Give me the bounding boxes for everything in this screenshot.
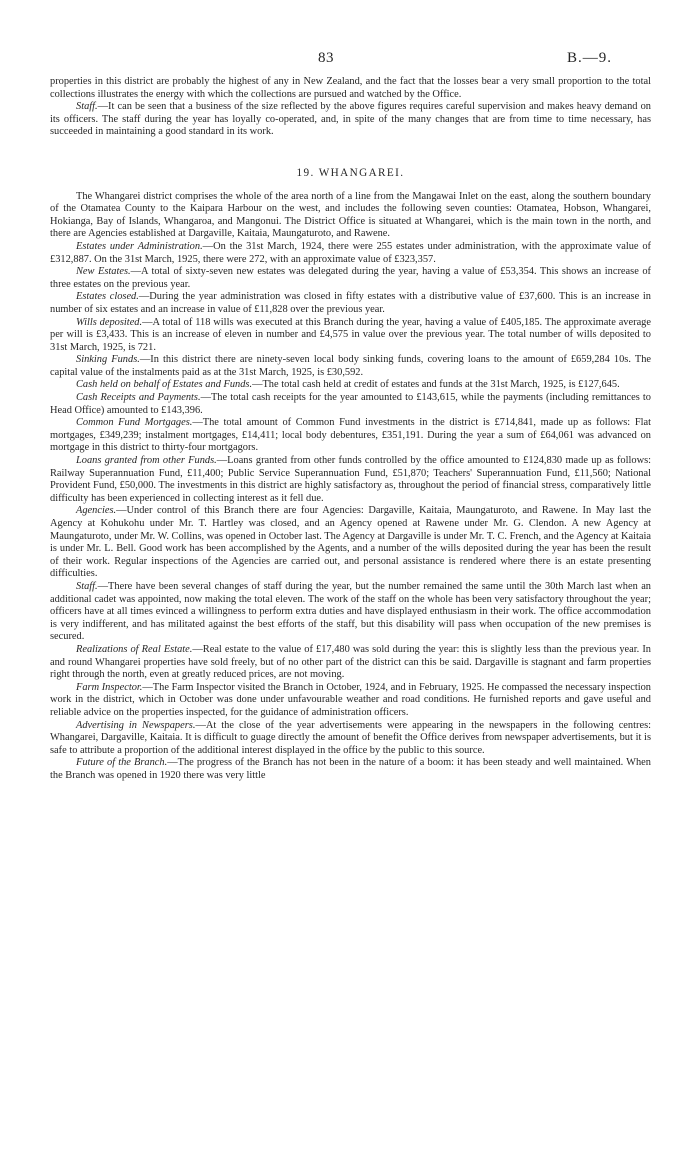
paragraph-text: —The progress of the Branch has not been in the nature of a boom: it has been steady and well maintained. When the Branch was opened in 1920 there was very little — [50, 757, 651, 781]
paragraph-lead: New Estates. — [76, 266, 131, 278]
paragraph-lead: Future of the Branch. — [76, 757, 168, 769]
paragraph-lead: Estates under Administration. — [76, 240, 203, 252]
paragraph-lead: Agencies. — [76, 505, 117, 517]
paragraph-text: —The total cash held at credit of estates and funds at the 31st March, 1925, is £127,645. — [252, 379, 620, 391]
paragraph-text: —On the 31st March, 1924, there were 255 estates under administration, with the approximate value of £312,887. On the 31st March, 1925, there were 272, with an approximate value of £323,357. — [50, 240, 651, 265]
paragraph — [50, 757, 651, 782]
paragraph-text: —The total cash receipts for the year amounted to £143,615, while the payments (including remittances to Head Office) amounted to £143,396. — [50, 392, 651, 416]
paragraph-text: —At the close of the year advertisements were appearing in the newspapers in the following centres: Whangarei, Dargaville, Kaitaia. It is difficult to guage directly the amount of benefit the Office derives from newspaper advertisements, but it is safe to attribute a proportion of the additional interest displayed in the office by the public to this source. — [50, 719, 651, 756]
paragraph-lead: Estates closed. — [76, 291, 139, 303]
section-heading: 19. WHANGAREI. — [296, 166, 405, 179]
paragraph — [50, 241, 651, 266]
paragraph-text: —It can be seen that a business of the size reflected by the above figures requires careful supervision and makes heavy demand on its officers. The staff during the year has loyally co-operated, and, in spite of the many changes that are from time to time necessary, has succeeded in maintaining a good standard in its work. — [50, 101, 651, 138]
paragraph — [50, 191, 651, 241]
paragraph-lead: Farm Inspector. — [76, 681, 143, 693]
paragraph-lead: Advertising in Newspapers. — [76, 719, 196, 731]
paragraph — [50, 101, 651, 139]
paragraph — [50, 317, 651, 355]
paragraph — [50, 417, 651, 455]
page-header — [0, 52, 700, 70]
paragraph — [50, 266, 651, 291]
paragraph-text: —Loans granted from other funds controlled by the office amounted to £124,830 made up as follows: Railway Superannuation Fund, £11,400; Public Service Superannuation Fund, £51,870; Teachers' Superannuation Fund, £11,560; National Provident Fund, £50,000. The investments in this district are highly satisfactory as, throughout the period of financial stress, comparatively little difficulty has been experienced in collecting interest as it fell due. — [50, 455, 652, 504]
paragraph-text: —Real estate to the value of £17,480 was sold during the year: this is slightly less than the previous year. In and round Whangarei properties have sold freely, but of no other part of the district can this be said. Dargaville is stagnant and farm properties right through the north, even at greatly reduced prices, are not moving. — [50, 643, 651, 681]
paragraph — [50, 455, 651, 505]
paragraph-lead: Wills deposited. — [76, 316, 143, 328]
document-body — [50, 76, 651, 782]
paragraph — [50, 76, 651, 101]
paragraph — [50, 644, 651, 682]
paragraph-text: —In this district there are ninety-seven local body sinking funds, covering loans to the amount of £659,284 10s. The capital value of the instalments paid as at the 31st March, 1925, is £30,592. — [50, 354, 652, 378]
paragraph-text: properties in this district are probably the highest of any in New Zealand, and the fact that the losses bear a very small proportion to the total collections illustrates the energy with which the collections are pursued and watched by the Office. — [50, 76, 651, 100]
paragraph-text: —The total amount of Common Fund investments in the district is £714,841, made up as follows: Flat mortgages, £349,239; instalment mortgages, £14,411; local body debentures, £351,191. During the year a sum of £64,061 was advanced on mortgage in this district to thirty-four mortgagors. — [50, 417, 651, 454]
paragraph — [50, 505, 651, 581]
paragraph-text: —During the year administration was closed in fifty estates with a distributive value of £37,600. This is an increase in number of six estates and an increase in value of £11,828 over the previous year. — [50, 291, 651, 315]
paragraph-lead: Staff. — [76, 101, 98, 113]
paragraph — [50, 379, 651, 392]
document-reference: B.—9. — [566, 50, 612, 66]
paragraph — [50, 291, 651, 316]
paragraph-text: —A total of 118 wills was executed at this Branch during the year, having a value of £405,185. The approximate average per will is £3,433. This is an increase of eleven in number and £4,575 in value over the previous year. The total number of wills deposited to 31st March, 1925, is 721. — [50, 316, 651, 353]
intro-paragraphs — [50, 76, 651, 139]
paragraph-lead: Sinking Funds. — [76, 354, 140, 366]
section-paragraphs — [50, 191, 651, 783]
paragraph-text: —Under control of this Branch there are four Agencies: Dargaville, Kaitaia, Maungaturoto, and Rawene. In May last the Agency at Kohukohu under Mr. T. Hartley was closed, and an Agency opened at Rawene under Mr. G. Clendon. A new Agency at Maungaturoto, under Mr. W. Collins, was opened in October last. The Agency at Dargaville is under Mr. T. C. French, and the Agency at Kaitaia is under Mr. L. Bell. Good work has been accomplished by the Agents, and a number of the wills deposited during the year has been the result of their work. Regular inspections of the Agencies are carried out, and personal assistance is rendered where there is an estate presenting difficulties. — [50, 505, 651, 580]
paragraph-text: —A total of sixty-seven new estates was delegated during the year, having a value of £53,354. This shows an increase of three estates on the previous year. — [50, 266, 651, 290]
paragraph-text: —The Farm Inspector visited the Branch in October, 1924, and in February, 1925. He compassed the necessary inspection work in the district, which in October was done under unfavourable weather and road conditions. He furnished reports and gave useful and reliable advice on the properties inspected, for the guidance of administration officers. — [50, 681, 651, 718]
paragraph-lead: Staff. — [76, 580, 98, 592]
paragraph — [50, 581, 651, 644]
paragraph-lead: Common Fund Mortgages. — [76, 417, 193, 429]
paragraph-lead: Loans granted from other Funds. — [76, 455, 217, 467]
paragraph — [50, 392, 651, 417]
paragraph — [50, 354, 651, 379]
paragraph-text: —There have been several changes of staff during the year, but the number remained the same until the 30th March last when an additional cadet was appointed, now making the total eleven. The work of the staff on the whole has been very satisfactory throughout the year; officers have at all times evinced a willingness to perform extra duties and have displayed enthusiasm in their work. The office accommodation is very indifferent, and has militated against the best efforts of the staff, but this disability will pass when occupation of the new premises is secured. — [50, 580, 651, 643]
paragraph-text: The Whangarei district comprises the whole of the area north of a line from the Mangawai Inlet on the east, along the southern boundary of the Otamatea County to the Kaipara Harbour on the west, and includes the following seven counties: Otamatea, Hobson, Whangarei, Hokianga, Bay of Islands, Whangaroa, and Mangonui. The District Office is situated at Whangarei, which is the main town in the north, and there are Agencies established at Dargaville, Kaitaia, Maungaturoto, and Rawene. — [50, 190, 651, 240]
paragraph-lead: Cash Receipts and Payments. — [76, 392, 201, 404]
paragraph — [50, 720, 651, 758]
paragraph — [50, 682, 651, 720]
page-number: 83 — [318, 50, 334, 66]
paragraph-lead: Realizations of Real Estate. — [76, 643, 193, 655]
paragraph-lead: Cash held on behalf of Estates and Funds. — [76, 379, 253, 391]
